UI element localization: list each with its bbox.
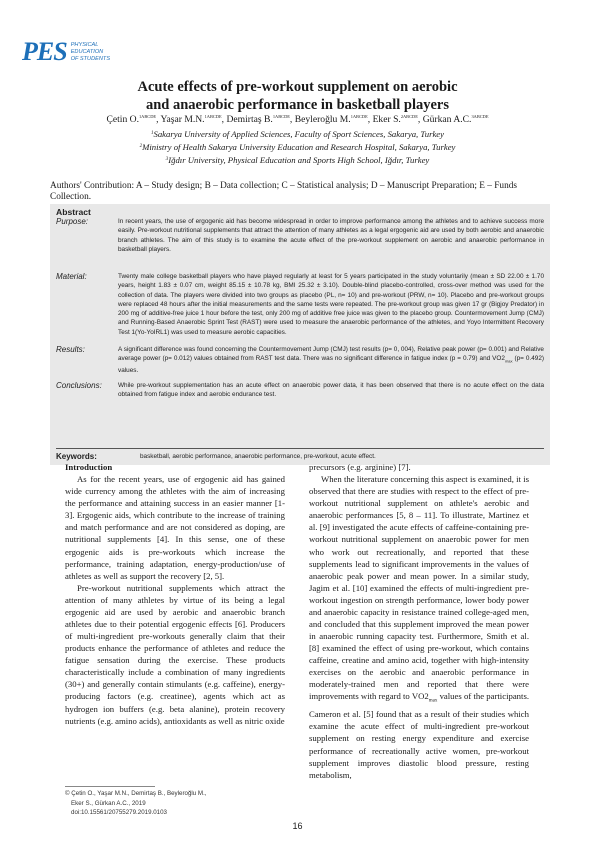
conclusions-label: Conclusions:	[56, 381, 102, 390]
keywords-label: Keywords:	[56, 452, 97, 461]
affiliation-2: $^2$Ministry of Health Sakarya University Education and Research Hospital, Sakarya, Turkey	[139, 142, 456, 152]
body-left-column	[65, 461, 285, 727]
author-list: Çetin O.$^{1ABCDE}$, Yaşar M.N.$^{1ABCDE}$, Demirtaş B.$^{1ABCDE}$, Beyleroğlu M.$^{1ABCDE}$, Eker S.$^{2ABCDE}$, Gürkan A.C.$^{3ABCDE}$	[106, 114, 489, 125]
affiliation-3: $^3$Iğdır University, Physical Education and Sports High School, Iğdır, Turkey	[165, 155, 430, 165]
purpose-text: In recent years, the use of ergogenic aid has become widespread in order to improve performance among the athletes and to achieve success more easily. Pre-workout nutritional supplements that attract the attention of many athletes as a legal ergogenic aid are used by both aerobic and anaerobic branch athletes. The aim of this study is to examine the acute effect of the pre-workout supplement on aerobic and anaerobic performance in basketball players.	[118, 218, 544, 253]
keywords-text: basketball, aerobic performance, anaerobic performance, pre-workout, acute effect.	[140, 453, 376, 460]
material-label: Material:	[56, 272, 87, 281]
affiliation-1: $^1$Sakarya University of Applied Sciences, Faculty of Sport Sciences, Sakarya, Turkey	[150, 129, 445, 139]
logo-text: PHYSICAL EDUCATION OF STUDENTS	[70, 42, 111, 63]
author-name: Beyleroğlu M.	[294, 114, 351, 125]
abstract-heading: Abstract	[56, 207, 91, 217]
authors-contribution: Authors' Contribution: A – Study design; B – Data collection; C – Statistical analysis; D – Manuscript Preparation; E – Funds Collection.	[50, 181, 518, 202]
logo-mark: PES	[22, 37, 67, 66]
author-name: Gürkan A.C.	[422, 114, 472, 125]
introduction-heading: Introduction	[65, 462, 113, 472]
abstract-divider	[56, 448, 544, 449]
author-name: Eker S.	[372, 114, 401, 125]
paragraph: Pre-workout nutritional supplements which attract the attention of many athletes by virtue of its being a legal ergogenic aid are used by aerobic and anaerobic branch athletes due to their potential ergogenic effects [6]. Producers of multi-ingredient pre-workouts generally claim that their products enhance the performance of athletes and reduce the fatigue sensation during the exercise. These products characteristically include a combination of many ingredients (30+) and generally contain stimulants (e.g. caffeine), energy-producing factors (e.g. creatinee), agents which act as hydrogen ion buffers (e.g. beta alanine), protein recovery nutrients (e.g. amino acids), antioxidants as well as nitric oxide	[65, 582, 285, 726]
journal-logo	[22, 37, 111, 66]
paragraph: As for the recent years, use of ergogenic aid has gained wide currency among the athletes with the aim of increasing the performance and attaining success in an easier manner [1-3]. Ergogenic aids, which contribute to the increase of training and match performance and are not considered as doping, are nutritional supplements [4]. In this sense, one of these ergogenic aids is pre-workouts which increase the performance, training adaptation, energy-production/use of athletes as well as support the recovery [2, 5].	[65, 474, 285, 581]
author-name: Çetin O.	[106, 114, 139, 125]
footnote-rule	[65, 786, 155, 787]
article-title: Acute effects of pre-workout supplement on aerobic and anaerobic performance in basketball players	[137, 79, 458, 113]
results-label: Results:	[56, 345, 85, 354]
abstract-box	[50, 204, 550, 465]
conclusions-text: While pre-workout supplementation has an acute effect on anaerobic power data, it has been observed that there is no acute effect on the data obtained from fatigue index and aerobic endurance test.	[118, 382, 544, 399]
purpose-label: Purpose:	[56, 217, 89, 226]
paragraph: precursors (e.g. arginine) [7].	[309, 462, 411, 472]
author-name: Demirtaş B.	[226, 114, 273, 125]
paragraph: When the literature concerning this aspect is examined, it is observed that there are studies with respect to the effect of pre-workout nutritional supplement on athlete's aerobic and anaerobic performances [5, 8 – 11]. To illustrate, Martinez et al. [9] investigated the acute effects of caffeine-containing pre-workout nutritional supplement on anaerobic power for men who work out recreationally, and reported that these supplements lead to significant improvements in the values of anaerobic peak power and mean power. In a similar study, Jagim et al. [10] examined the effects of multi-ingredient pre-workout ingestion on strength performance, lower body power and anaerobic capacity in resistance trained college-aged men, and concluded that this supplement improved the mean power in anaerobic running capacity test. Furthermore, Smith et al. [8] examined the effect of using pre-workout, which contains caffeine, creatine and amino acid, together with high-intensity exercises on the aerobic and anaerobic performance in moderately-trained men and reported that there were improvements with regard to $VO2_{max}$ values of the participants. Cameron et al. [5] found that as a result of their studies which examine the acute effect of multi-ingredient pre-workout supplement on resting energy expenditure and exercise performance of recreationally active women, pre-workout supplement improves diastolic blood pressure, resting metabolism,	[309, 474, 529, 780]
material-text: Twenty male college basketball players who have played regularly at least for 5 years participated in the study voluntarily (mean ± SD 22.00 ± 1.70 years, height 1.83 ± 0.07 cm, weight 85.15 ± 10.78 kg, BMI 25.32 ± 3.10). Double-blind placebo-controlled, cross-over method was used for the collection of data. The players were divided into two groups as placebo (PL, n= 10) and pre-workout (PRW, n= 10). Placebo and pre-workout groups were replaced 48 hours after the initial measurements and the same tests were repeated. The pre-workout group was given 17 gr (Bigjoy Predator) in 200 mg of additive-free juice 1 hour before the test, only 200 mg of additive free juice was given to the placebo group. Countermovement Jump (CMJ) and Running-Based Anaerobic Sprint Test (RAST) were used to measure the anaerobic performance of the athletes, and Yoyo Intermittent Recovery Test 1(Yo-YoIRL1) was used to measure aerobic capacities.	[118, 273, 544, 336]
results-text: A significant difference was found concerning the Countermovement Jump (CMJ) test results (p= 0, 004), Relative peak power (p= 0.001) and Relative average power (p= 0.012) values obtained from RAST test data. There was no significant difference in fatigue index (p = 0.79) and $VO2_{max}$ (p= 0.492) values.	[118, 346, 544, 374]
author-name: Yaşar M.N.	[160, 114, 205, 125]
page-number: 16	[292, 821, 303, 831]
body-right-column	[309, 461, 529, 781]
doi-text: doi:10.15561/20755279.2019.0103	[71, 809, 167, 817]
copyright-footnote: © Çetin O., Yaşar M.N., Demirtaş B., Beyleroğlu M., Eker S., Gürkan A.C., 2019 doi:10.15561/20755279.2019.0103	[65, 790, 207, 817]
